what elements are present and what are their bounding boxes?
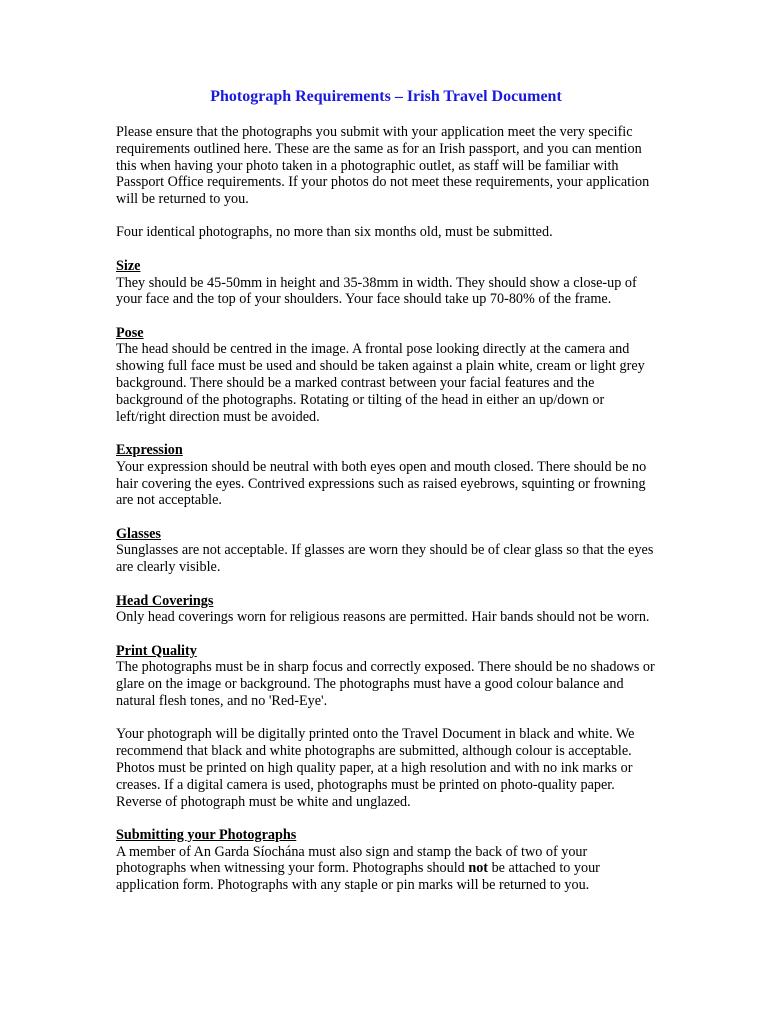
section-text-pose: The head should be centred in the image. A frontal pose looking directly at the camera and showing full face must be used and should be taken against a plain white, cream or light grey background. There should be a marked contrast between your facial features and the background of the photographs. Rotating or tilting of the head in either an up/down or left/right direction must be avoided. bbox=[116, 341, 645, 425]
printing-paragraph: Your photograph will be digitally printed onto the Travel Document in black and white. We recommend that black and white photographs are submitted, although colour is acceptable. Photos must be printed on high quality paper, at a high resolution and with no ink marks or creases. If a digital camera is used, photographs must be printed on photo-quality paper. Reverse of photograph must be white and unglazed. bbox=[116, 726, 635, 810]
submitting-text-part-1: A member of An Garda Síochána must also sign and stamp the back of two of your photographs when witnessing your form. Photographs should bbox=[116, 843, 588, 877]
section-text-size: They should be 45-50mm in height and 35-38mm in width. They should show a close-up of your face and the top of your shoulders. Your face should take up 70-80% of the frame. bbox=[116, 274, 637, 308]
section-pose bbox=[116, 325, 656, 426]
intro-paragraph: Please ensure that the photographs you submit with your application meet the very specific requirements outlined here. These are the same as for an Irish passport, and you can mention this when having your photo taken in a photographic outlet, as staff will be familiar with Passport Office requirements. If your photos do not meet these requirements, your application will be returned to you. bbox=[116, 124, 650, 208]
section-text-print-quality: The photographs must be in sharp focus and correctly exposed. There should be no shadows or glare on the image or background. The photographs must have a good colour balance and natural flesh tones, and no 'Red-Eye'. bbox=[116, 659, 655, 710]
submitting-text-part-2: be attached to your application form. Photographs with any staple or pin marks will be returned to you. bbox=[116, 860, 600, 894]
section-text-head-coverings: Only head coverings worn for religious reasons are permitted. Hair bands should not be worn. bbox=[116, 609, 650, 626]
section-submitting bbox=[116, 827, 656, 894]
document-page bbox=[116, 86, 656, 910]
section-print-quality bbox=[116, 643, 656, 710]
submitting-bold-not: not bbox=[468, 860, 489, 877]
section-text-submitting bbox=[116, 844, 656, 894]
section-glasses bbox=[116, 526, 656, 576]
section-text-glasses: Sunglasses are not acceptable. If glasses are worn they should be of clear glass so that the eyes are clearly visible. bbox=[116, 542, 654, 576]
section-heading-print-quality: Print Quality bbox=[116, 642, 197, 659]
section-heading-expression: Expression bbox=[116, 441, 183, 458]
section-heading-glasses: Glasses bbox=[116, 525, 161, 542]
section-size bbox=[116, 258, 656, 308]
document-title: Photograph Requirements – Irish Travel Document bbox=[210, 88, 562, 105]
section-heading-pose: Pose bbox=[116, 324, 144, 341]
section-expression bbox=[116, 442, 656, 509]
identical-photos-paragraph: Four identical photographs, no more than six months old, must be submitted. bbox=[116, 224, 553, 241]
section-heading-size: Size bbox=[116, 257, 141, 274]
section-text-expression: Your expression should be neutral with both eyes open and mouth closed. There should be no hair covering the eyes. Contrived expressions such as raised eyebrows, squinting or frowning are not acceptable. bbox=[116, 458, 647, 509]
section-heading-submitting: Submitting your Photographs bbox=[116, 826, 297, 843]
section-heading-head-coverings: Head Coverings bbox=[116, 592, 214, 609]
section-head-coverings bbox=[116, 593, 656, 627]
